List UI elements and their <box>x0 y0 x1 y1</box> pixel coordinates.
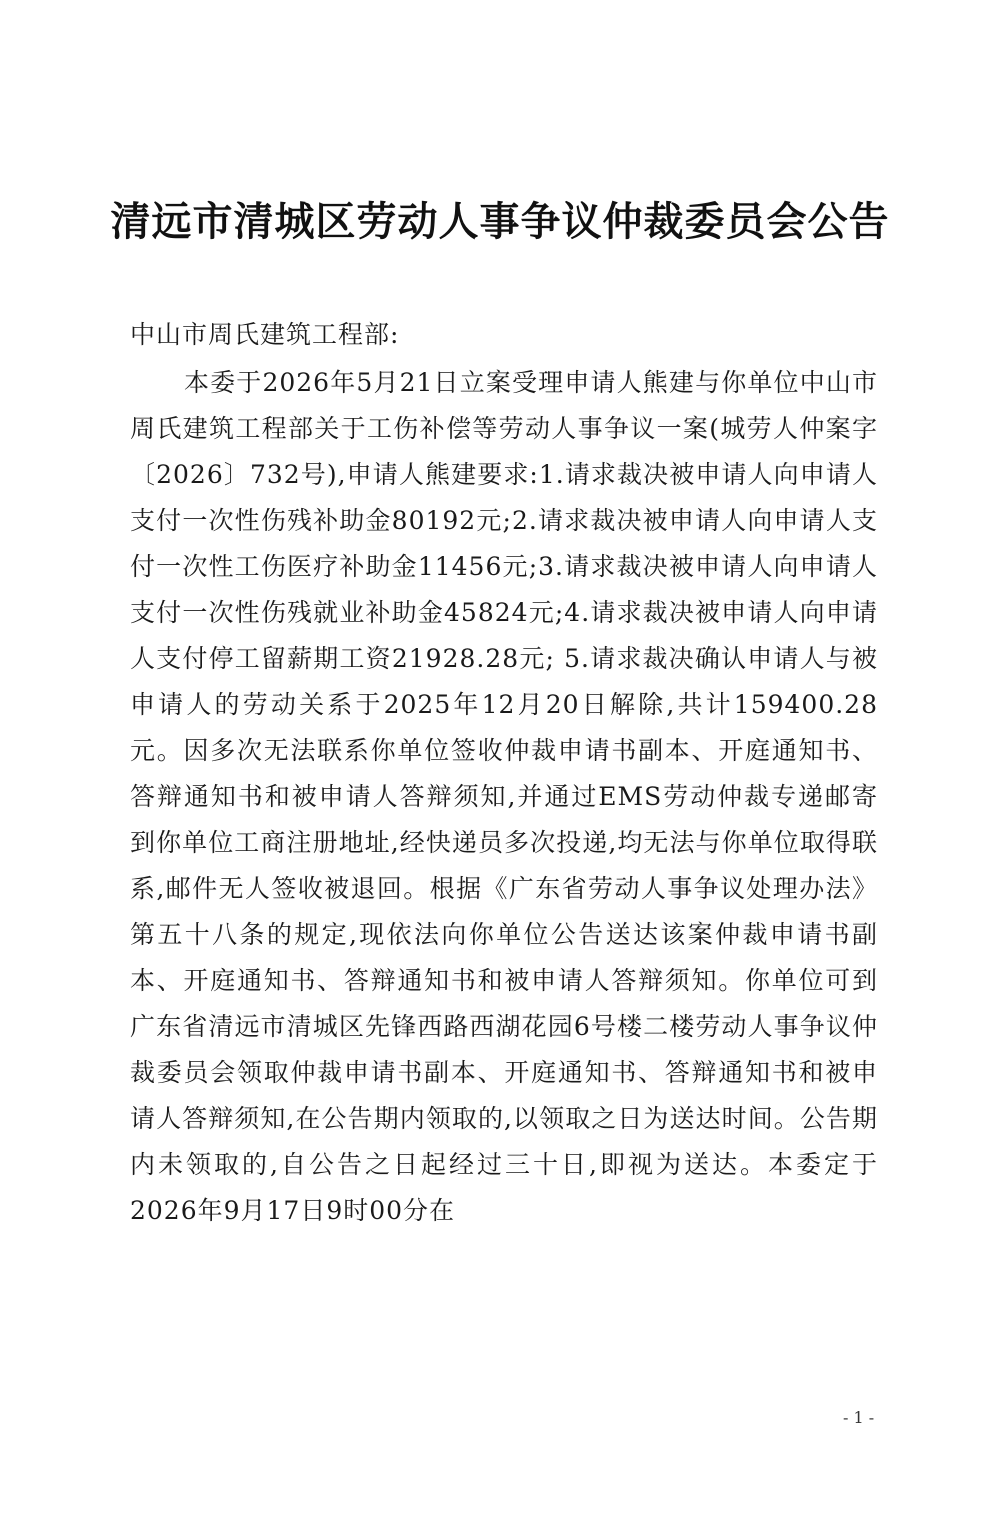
salutation: 中山市周氏建筑工程部: <box>130 320 400 349</box>
page-number: - 1 - <box>843 1408 875 1427</box>
document-title: 清远市清城区劳动人事争议仲裁委员会公告 <box>110 198 890 245</box>
body-paragraph: 本委于2026年5月21日立案受理申请人熊建与你单位中山市周氏建筑工程部关于工伤补偿等劳动人事争议一案(城劳人仲案字〔2026〕732号),申请人熊建要求:1.请求裁决被申请人向申请人支付一次性伤残补助金80192元;2.请求裁决被申请人向申请人支付一次性工伤医疗补助金11456元;3.请求裁决被申请人向申请人支付一次性伤残就业补助金45824元;4.请求裁决被申请人向申请人支付停工留薪期工资21928.28元; 5.请求裁决确认申请人与被申请人的劳动关系于2025年12月20日解除,共计159400.28元。因多次无法联系你单位签收仲裁申请书副本、开庭通知书、答辩通知书和被申请人答辩须知,并通过EMS劳动仲裁专递邮寄到你单位工商注册地址,经快递员多次投递,均无法与你单位取得联系,邮件无人签收被退回。根据《广东省劳动人事争议处理办法》第五十八条的规定,现依法向你单位公告送达该案仲裁申请书副本、开庭通知书、答辩通知书和被申请人答辩须知。你单位可到广东省清远市清城区先锋西路西湖花园6号楼二楼劳动人事争议仲裁委员会领取仲裁申请书副本、开庭通知书、答辩通知书和被申请人答辩须知,在公告期内领取的,以领取之日为送达时间。公告期内未领取的,自公告之日起经过三十日,即视为送达。本委定于2026年9月17日9时00分在 <box>130 368 878 1225</box>
